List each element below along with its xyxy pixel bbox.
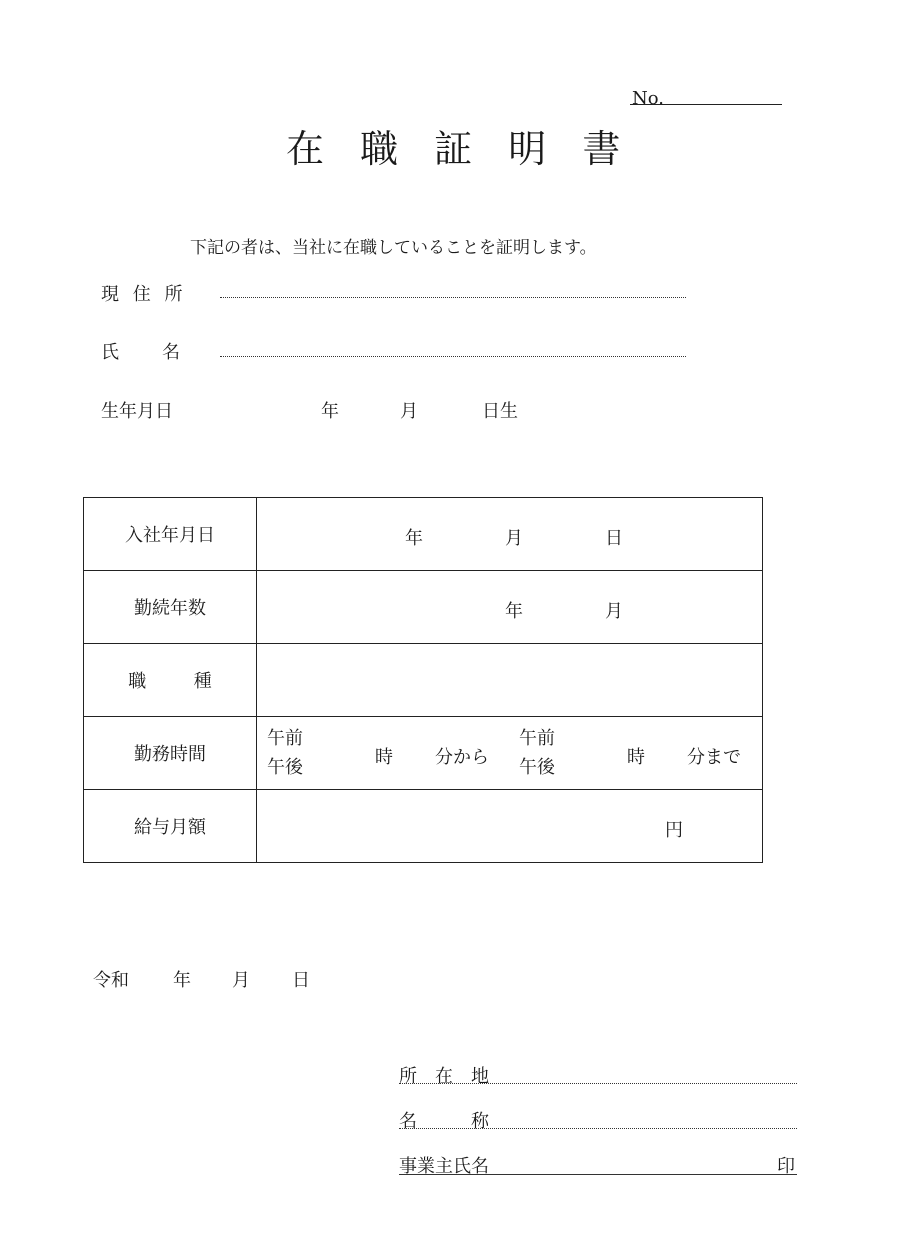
seal-mark: 印 <box>777 1156 795 1177</box>
address-label: 現 住 所 <box>101 284 187 305</box>
document-title: 在 職 証 明 書 <box>286 127 633 171</box>
table-row <box>84 790 763 863</box>
birth-month-unit: 月 <box>400 401 418 422</box>
job-type-label <box>84 644 257 717</box>
start-minute-unit: 分から <box>435 747 489 768</box>
name-label-first-char: 氏 <box>101 342 119 363</box>
name-label-second-char: 名 <box>162 342 180 363</box>
yen-unit: 円 <box>665 820 683 841</box>
tenure-field[interactable] <box>257 571 763 644</box>
join-year-unit: 年 <box>405 528 423 549</box>
number-label: No. <box>632 88 664 109</box>
intro-text: 下記の者は、当社に在職していることを証明します。 <box>190 238 597 258</box>
company-address-field[interactable] <box>399 1083 797 1084</box>
join-month-unit: 月 <box>505 528 523 549</box>
issue-year-unit: 年 <box>173 970 191 991</box>
start-pm-option[interactable]: 午後 <box>267 757 303 778</box>
number-field[interactable] <box>630 104 782 105</box>
job-type-label-first-char: 職 <box>128 671 147 692</box>
owner-name-label: 事業主氏名 <box>399 1156 489 1177</box>
end-ampm <box>519 724 555 782</box>
job-type-field[interactable] <box>257 644 763 717</box>
join-date-label: 入社年月日 <box>84 498 257 571</box>
table-row <box>84 717 763 790</box>
birth-day-unit: 日生 <box>482 401 518 422</box>
job-type-label-second-char: 種 <box>193 671 212 692</box>
end-minute-unit: 分まで <box>687 747 741 768</box>
company-name-field[interactable] <box>399 1128 797 1129</box>
end-pm-option[interactable]: 午後 <box>519 757 555 778</box>
monthly-salary-field[interactable] <box>257 790 763 863</box>
start-am-option[interactable]: 午前 <box>267 728 303 749</box>
work-hours-field[interactable] <box>257 717 763 790</box>
table-row <box>84 571 763 644</box>
name-field[interactable] <box>220 356 686 357</box>
join-day-unit: 日 <box>605 528 623 549</box>
birthdate-label: 生年月日 <box>101 401 173 422</box>
join-date-field[interactable] <box>257 498 763 571</box>
company-name-label: 名 称 <box>399 1111 489 1132</box>
monthly-salary-label: 給与月額 <box>84 790 257 863</box>
employment-table <box>83 497 763 863</box>
tenure-year-unit: 年 <box>505 601 523 622</box>
table-row <box>84 498 763 571</box>
era-label: 令和 <box>93 970 129 991</box>
issue-month-unit: 月 <box>232 970 250 991</box>
birth-year-unit: 年 <box>321 401 339 422</box>
tenure-month-unit: 月 <box>605 601 623 622</box>
start-hour-unit: 時 <box>375 747 393 768</box>
table-row <box>84 644 763 717</box>
start-ampm <box>267 724 303 782</box>
end-am-option[interactable]: 午前 <box>519 728 555 749</box>
company-address-label: 所 在 地 <box>399 1066 489 1087</box>
end-hour-unit: 時 <box>627 747 645 768</box>
owner-name-field[interactable] <box>399 1174 797 1175</box>
issue-day-unit: 日 <box>292 970 310 991</box>
address-field[interactable] <box>220 297 686 298</box>
tenure-label: 勤続年数 <box>84 571 257 644</box>
work-hours-label: 勤務時間 <box>84 717 257 790</box>
